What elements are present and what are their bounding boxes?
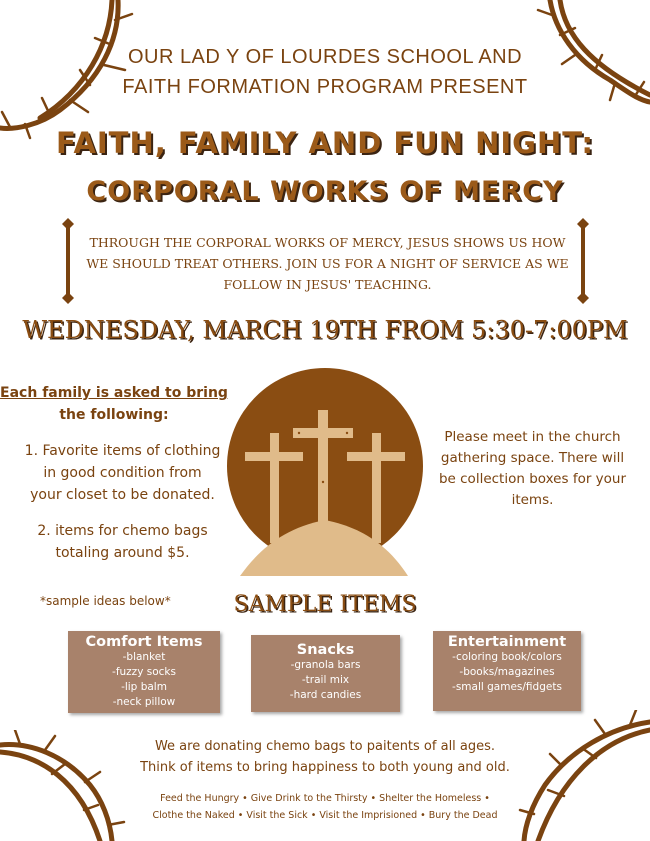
works-line-2: Clothe the Naked • Visit the Sick • Visit the Imprisioned • Bury the Dead [152, 810, 498, 821]
presenter-header [0, 42, 650, 102]
entertainment-card [433, 631, 581, 711]
sample-items-title: SAMPLE ITEMS [233, 592, 417, 617]
donate-line-2: Think of items to bring happiness to both young and old. [140, 760, 510, 775]
card-title: Comfort Items [85, 634, 203, 650]
works-line-1: Feed the Hungry • Give Drink to the Thirsty • Shelter the Homeless • [160, 793, 490, 804]
meeting-info [430, 427, 635, 511]
event-title-line-2: CORPORAL WORKS OF MERCY [86, 176, 564, 207]
card-item: -neck pillow [112, 696, 176, 708]
donate-line-1: We are donating chemo bags to paitents of all ages. [154, 739, 496, 754]
three-crosses-illustration [225, 368, 425, 578]
bring-heading-line-2: the following: [59, 407, 169, 423]
bring-heading-line-1: Each family is asked to bring [0, 385, 228, 401]
card-title: Entertainment [447, 634, 567, 650]
meet-line-2: gathering space. There will [440, 450, 625, 466]
header-line-2: FAITH FORMATION PROGRAM PRESENT [122, 76, 528, 98]
card-item: -trail mix [301, 674, 350, 686]
card-item: -small games/fidgets [452, 681, 562, 693]
bring-list [10, 440, 235, 564]
left-bracket-ornament [59, 218, 77, 304]
card-item: -hard candies [289, 689, 362, 701]
donation-note [0, 736, 650, 778]
right-bracket-ornament [574, 218, 592, 304]
snacks-card [251, 635, 400, 712]
header-line-1: OUR LAD Y OF LOURDES SCHOOL AND [127, 46, 523, 68]
comfort-items-card [68, 631, 220, 713]
event-date: WEDNESDAY, MARCH 19TH FROM 5:30-7:00PM [22, 316, 628, 344]
card-item: -books/magazines [459, 666, 555, 678]
card-title: Snacks [296, 642, 355, 658]
bring-item-1-line-2: in good condition from [43, 465, 202, 481]
bring-item-1-line-1: 1. Favorite items of clothing [24, 443, 221, 459]
corporal-works-list [0, 790, 650, 824]
intro-text [80, 232, 575, 295]
card-item: -granola bars [290, 659, 361, 671]
card-item: -coloring book/colors [452, 651, 562, 663]
card-item: -fuzzy socks [112, 666, 176, 678]
meet-line-1: Please meet in the church [444, 429, 621, 445]
card-item: -blanket [122, 651, 166, 663]
meet-line-3: be collection boxes for your [438, 471, 627, 487]
bring-heading [0, 382, 228, 426]
intro-line-3: FOLLOW IN JESUS' TEACHING. [223, 277, 432, 292]
bring-item-2-line-2: totaling around $5. [55, 545, 190, 561]
sample-note: *sample ideas below* [40, 594, 171, 608]
bring-item-1-line-3: your closet to be donated. [30, 487, 215, 503]
intro-line-1: THROUGH THE CORPORAL WORKS OF MERCY, JESUS SHOWS US HOW [89, 235, 566, 250]
card-item: -lip balm [121, 681, 167, 693]
event-title-line-1: FAITH, FAMILY AND FUN NIGHT: [55, 126, 595, 160]
intro-line-2: WE SHOULD TREAT OTHERS. JOIN US FOR A NIGHT OF SERVICE AS WE [86, 256, 569, 271]
bring-item-2-line-1: 2. items for chemo bags [37, 523, 208, 539]
meet-line-4: items. [511, 492, 554, 508]
